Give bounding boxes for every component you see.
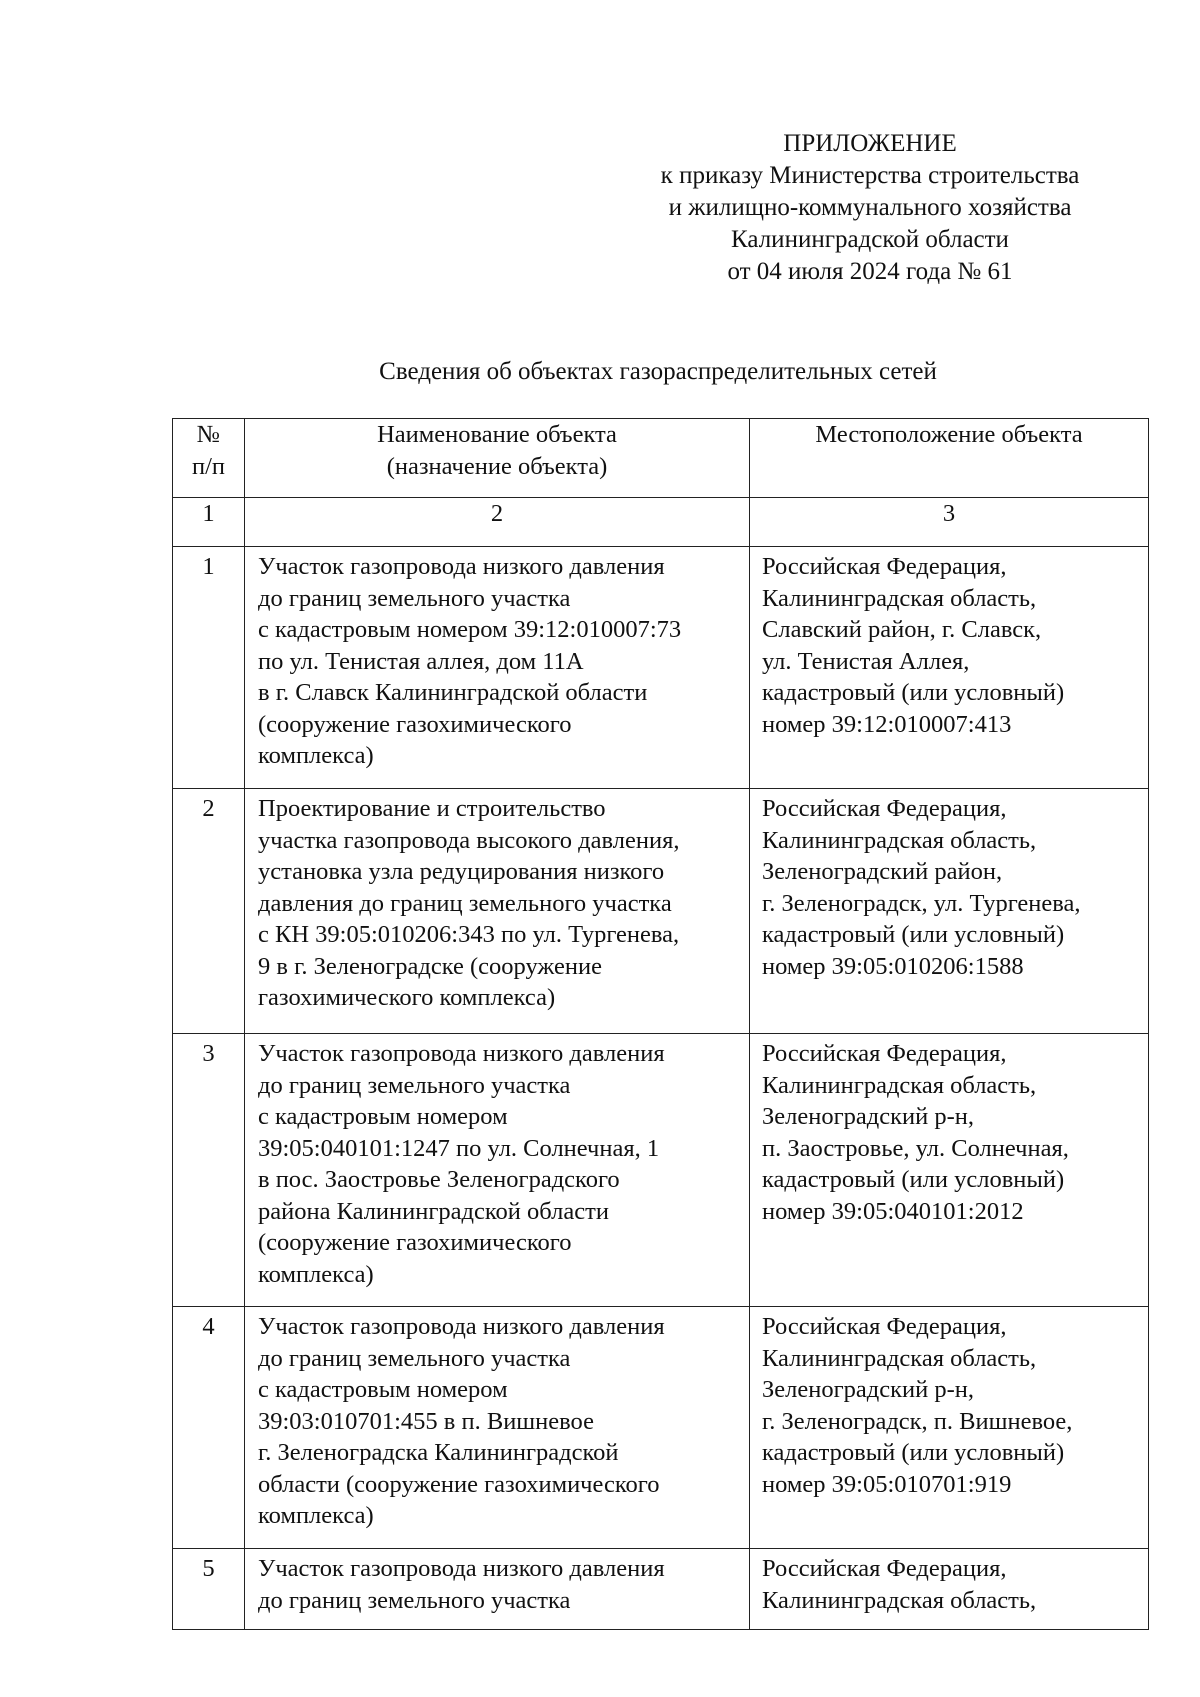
- table-row: [173, 1549, 1149, 1630]
- object-name: Участок газопровода низкого давления до границ земельного участка с кадастровым номером 39:05:040101:1247 по ул. Солнечная, 1 в пос. Заостровье Зеленоградского района Калининградской области (сооружение газохимического комплекса): [245, 1034, 750, 1307]
- column-number-row: [173, 498, 1149, 547]
- table-row: [173, 1307, 1149, 1549]
- row-number: 1: [173, 547, 245, 789]
- appendix-header: [600, 128, 1140, 288]
- object-name: Проектирование и строительство участка газопровода высокого давления, установка узла редуцирования низкого давления до границ земельного участка с КН 39:05:010206:343 по ул. Тургенева, 9 в г. Зеленоградске (сооружение газохимического комплекса): [245, 789, 750, 1034]
- table-row: [173, 1034, 1149, 1307]
- row-number: 5: [173, 1549, 245, 1630]
- header-location: Местоположение объекта: [750, 419, 1149, 498]
- objects-table: [172, 418, 1149, 1630]
- object-name: Участок газопровода низкого давления до границ земельного участка с кадастровым номером 39:12:010007:73 по ул. Тенистая аллея, дом 11А в г. Славск Калининградской области (сооружение газохимического комплекса): [245, 547, 750, 789]
- object-name: Участок газопровода низкого давления до границ земельного участка с кадастровым номером 39:03:010701:455 в п. Вишневое г. Зеленоградска Калининградской области (сооружение газохимического комплекса): [245, 1307, 750, 1549]
- order-reference-line: к приказу Министерства строительства: [660, 162, 1080, 189]
- object-location: Российская Федерация, Калининградская область, Зеленоградский район, г. Зеленоградск, ул. Тургенева, кадастровый (или условный) номер 39:05:010206:1588: [750, 789, 1149, 1034]
- object-location: Российская Федерация, Калининградская область,: [750, 1549, 1149, 1630]
- object-location: Российская Федерация, Калининградская область, Зеленоградский р-н, п. Заостровье, ул. Солнечная, кадастровый (или условный) номер 39:05:040101:2012: [750, 1034, 1149, 1307]
- header-num: № п/п: [173, 419, 245, 498]
- column-number: 2: [245, 498, 750, 547]
- document-title: Сведения об объектах газораспределительных сетей: [379, 358, 937, 385]
- row-number: 3: [173, 1034, 245, 1307]
- table-header-row: [173, 419, 1149, 498]
- appendix-label: ПРИЛОЖЕНИЕ: [783, 130, 957, 157]
- row-number: 4: [173, 1307, 245, 1549]
- table-row: [173, 547, 1149, 789]
- region-line: Калининградской области: [731, 226, 1009, 253]
- ministry-line: и жилищно-коммунального хозяйства: [668, 194, 1072, 221]
- table-row: [173, 789, 1149, 1034]
- row-number: 2: [173, 789, 245, 1034]
- order-date-line: от 04 июля 2024 года № 61: [727, 258, 1013, 285]
- object-location: Российская Федерация, Калининградская область, Зеленоградский р-н, г. Зеленоградск, п. Вишневое, кадастровый (или условный) номер 39:05:010701:919: [750, 1307, 1149, 1549]
- header-name: Наименование объекта (назначение объекта): [245, 419, 750, 498]
- object-location: Российская Федерация, Калининградская область, Славский район, г. Славск, ул. Тенистая Аллея, кадастровый (или условный) номер 39:12:010007:413: [750, 547, 1149, 789]
- object-name: Участок газопровода низкого давления до границ земельного участка: [245, 1549, 750, 1630]
- column-number: 1: [173, 498, 245, 547]
- column-number: 3: [750, 498, 1149, 547]
